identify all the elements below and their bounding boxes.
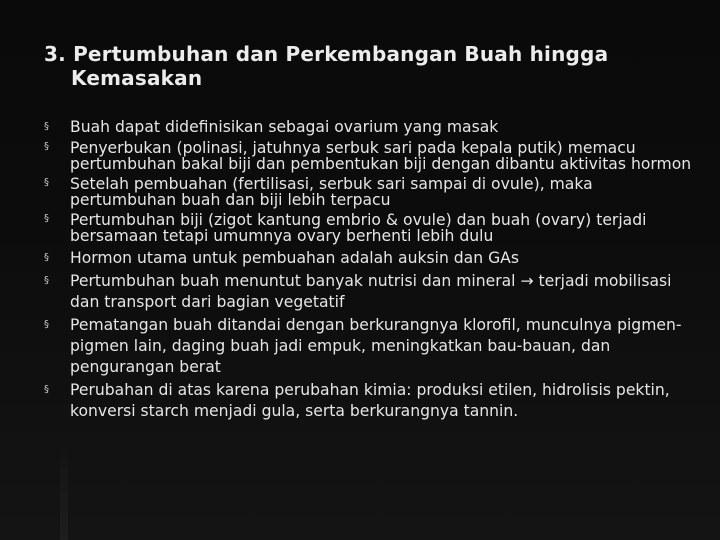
bullet-item <box>44 271 694 313</box>
bullet-item <box>44 140 694 172</box>
slide-title <box>44 42 684 90</box>
section-sign-bullet-icon: § <box>44 177 49 188</box>
title-line-1: 3. Pertumbuhan dan Perkembangan Buah hingga <box>44 42 609 66</box>
section-sign-bullet-icon: § <box>44 275 49 286</box>
section-sign-bullet-icon: § <box>44 252 49 263</box>
bullet-item <box>44 212 694 244</box>
title-line-2: Kemasakan <box>71 66 203 90</box>
bullet-text: Perubahan di atas karena perubahan kimia: produksi etilen, hidrolisis pektin, konversi starch menjadi gula, serta berkurangnya tannin. <box>70 381 670 420</box>
bullet-text: Pematangan buah ditandai dengan berkurangnya klorofil, munculnya pigmen-pigmen lain, daging buah jadi empuk, meningkatkan bau-bauan, dan pengurangan berat <box>70 316 682 376</box>
decorative-bar <box>60 440 68 540</box>
bullet-text: Setelah pembuahan (fertilisasi, serbuk sari sampai di ovule), maka pertumbuhan buah dan biji lebih terpacu <box>70 175 593 209</box>
bullet-item <box>44 176 694 208</box>
section-sign-bullet-icon: § <box>44 213 49 224</box>
section-sign-bullet-icon: § <box>44 141 49 152</box>
bullet-text: Penyerbukan (polinasi, jatuhnya serbuk sari pada kepala putik) memacu pertumbuhan bakal biji dan pembentukan biji dengan dibantu aktivitas hormon <box>70 139 692 173</box>
bullet-text: Buah dapat didefinisikan sebagai ovarium yang masak <box>70 118 499 136</box>
bullet-text: Hormon utama untuk pembuahan adalah auksin dan GAs <box>70 249 519 267</box>
section-sign-bullet-icon: § <box>44 319 49 330</box>
section-sign-bullet-icon: § <box>44 384 49 395</box>
bullet-list <box>44 117 694 424</box>
bullet-item <box>44 248 694 269</box>
bullet-item <box>44 380 694 422</box>
bullet-text: Pertumbuhan buah menuntut banyak nutrisi dan mineral → terjadi mobilisasi dan transport dari bagian vegetatif <box>70 272 672 311</box>
bullet-item <box>44 315 694 378</box>
bullet-item <box>44 117 694 138</box>
section-sign-bullet-icon: § <box>44 121 49 132</box>
bullet-text: Pertumbuhan biji (zigot kantung embrio & ovule) dan buah (ovary) terjadi bersamaan tetapi umumnya ovary berhenti lebih dulu <box>70 211 647 245</box>
